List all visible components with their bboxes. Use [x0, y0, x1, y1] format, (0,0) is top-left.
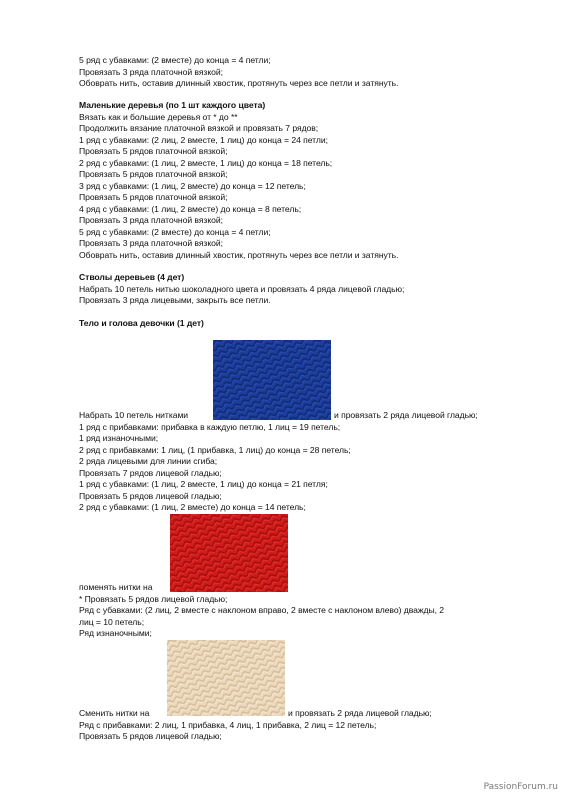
text-line: и провязать 2 ряда лицевой гладью;: [288, 708, 432, 718]
text-line: 1 ряд с убавками: (1 лиц, 2 вместе, 1 лиц) до конца = 21 петля;: [79, 479, 328, 489]
text-line: Провязать 5 рядов лицевой гладью;: [79, 490, 222, 501]
text-line: Набрать 10 петель нитками: [79, 410, 189, 420]
text-line: 2 ряд с убавками: (1 лиц, 2 вместе, 1 лиц) до конца = 18 петель;: [79, 157, 333, 168]
text-line: Ряд изнаночными;: [79, 628, 152, 638]
text-line: Провязать 5 рядов лицевой гладью;: [79, 731, 222, 741]
text-line: поменять нитки на: [79, 582, 153, 592]
text-line: лиц = 10 петель;: [79, 616, 145, 627]
text-line: 5 ряд с убавками: (2 вместе) до конца = 4 петли;: [79, 226, 271, 237]
site-watermark: PassionForum.ru: [483, 782, 558, 792]
text-line: Набрать 10 петель нитью шоколадного цвета и провязать 4 ряда лицевой гладью;: [79, 283, 405, 294]
blue-yarn-image: [213, 340, 331, 420]
text-line: 2 ряд с прибавками: 1 лиц, (1 прибавка, 1 лиц) до конца = 28 петель;: [79, 444, 351, 455]
text-line: Продолжить вязание платочной вязкой и провязать 7 рядов;: [79, 123, 319, 133]
text-line: Провязать 3 ряда платочной вязкой;: [79, 66, 223, 77]
text-line: 5 ряд с убавками: (2 вместе) до конца = 4 петли;: [79, 55, 271, 65]
text-line: 1 ряд изнаночными;: [79, 433, 159, 443]
section-heading-tree-trunks: Стволы деревьев (4 дет): [79, 272, 185, 282]
text-line: Ряд с прибавками: 2 лиц, 1 прибавка, 4 лиц, 1 прибавка, 2 лиц = 12 петель;: [79, 719, 377, 730]
text-line: 2 ряда лицевыми для линии сгиба;: [79, 456, 218, 466]
text-line: Ряд с убавками: (2 лиц, 2 вместе с наклоном вправо, 2 вместе с наклоном влево) дважды, 2: [79, 605, 445, 615]
text-line: Провязать 3 ряда лицевыми, закрыть все петли.: [79, 295, 271, 305]
text-line: 4 ряд с убавками: (1 лиц, 2 вместе) до конца = 8 петель;: [79, 203, 302, 214]
text-line: Провязать 3 ряда платочной вязкой;: [79, 238, 223, 248]
section-heading-small-trees: Маленькие деревья (по 1 шт каждого цвета): [79, 100, 266, 110]
text-line: Сменить нитки на: [79, 708, 150, 718]
text-line: Провязать 5 рядов платочной вязкой;: [79, 146, 228, 156]
beige-yarn-image: [167, 640, 285, 716]
red-yarn-image: [170, 514, 288, 592]
text-line: Провязать 5 рядов платочной вязкой;: [79, 192, 228, 202]
text-line: Обоврать нить, оставив длинный хвостик, протянуть через все петли и затянуть.: [79, 78, 399, 88]
text-line: и провязать 2 ряда лицевой гладью;: [334, 410, 478, 420]
text-line: 3 ряд с убавками: (1 лиц, 2 вместе) до конца = 12 петель;: [79, 180, 306, 191]
text-line: 1 ряд с убавками: (2 лиц, 2 вместе, 1 лиц) до конца = 24 петли;: [79, 134, 328, 145]
text-line: Провязать 3 ряда платочной вязкой;: [79, 215, 223, 225]
text-line: Вязать как и большие деревья от * до **: [79, 111, 238, 122]
text-line: 1 ряд с прибавками: прибавка в каждую петлю, 1 лиц = 19 петель;: [79, 421, 341, 432]
text-line: * Провязать 5 рядов лицевой гладью;: [79, 593, 228, 604]
text-line: Обоврать нить, оставив длинный хвостик, протянуть через все петли и затянуть.: [79, 249, 399, 260]
text-line: Провязать 5 рядов платочной вязкой;: [79, 169, 228, 179]
text-line: 2 ряд с убавками: (1 лиц, 2 вместе) до конца = 14 петель;: [79, 502, 306, 512]
text-line: Провязать 7 рядов лицевой гладью;: [79, 467, 222, 478]
section-heading-girl-body: Тело и голова девочки (1 дет): [79, 318, 204, 328]
